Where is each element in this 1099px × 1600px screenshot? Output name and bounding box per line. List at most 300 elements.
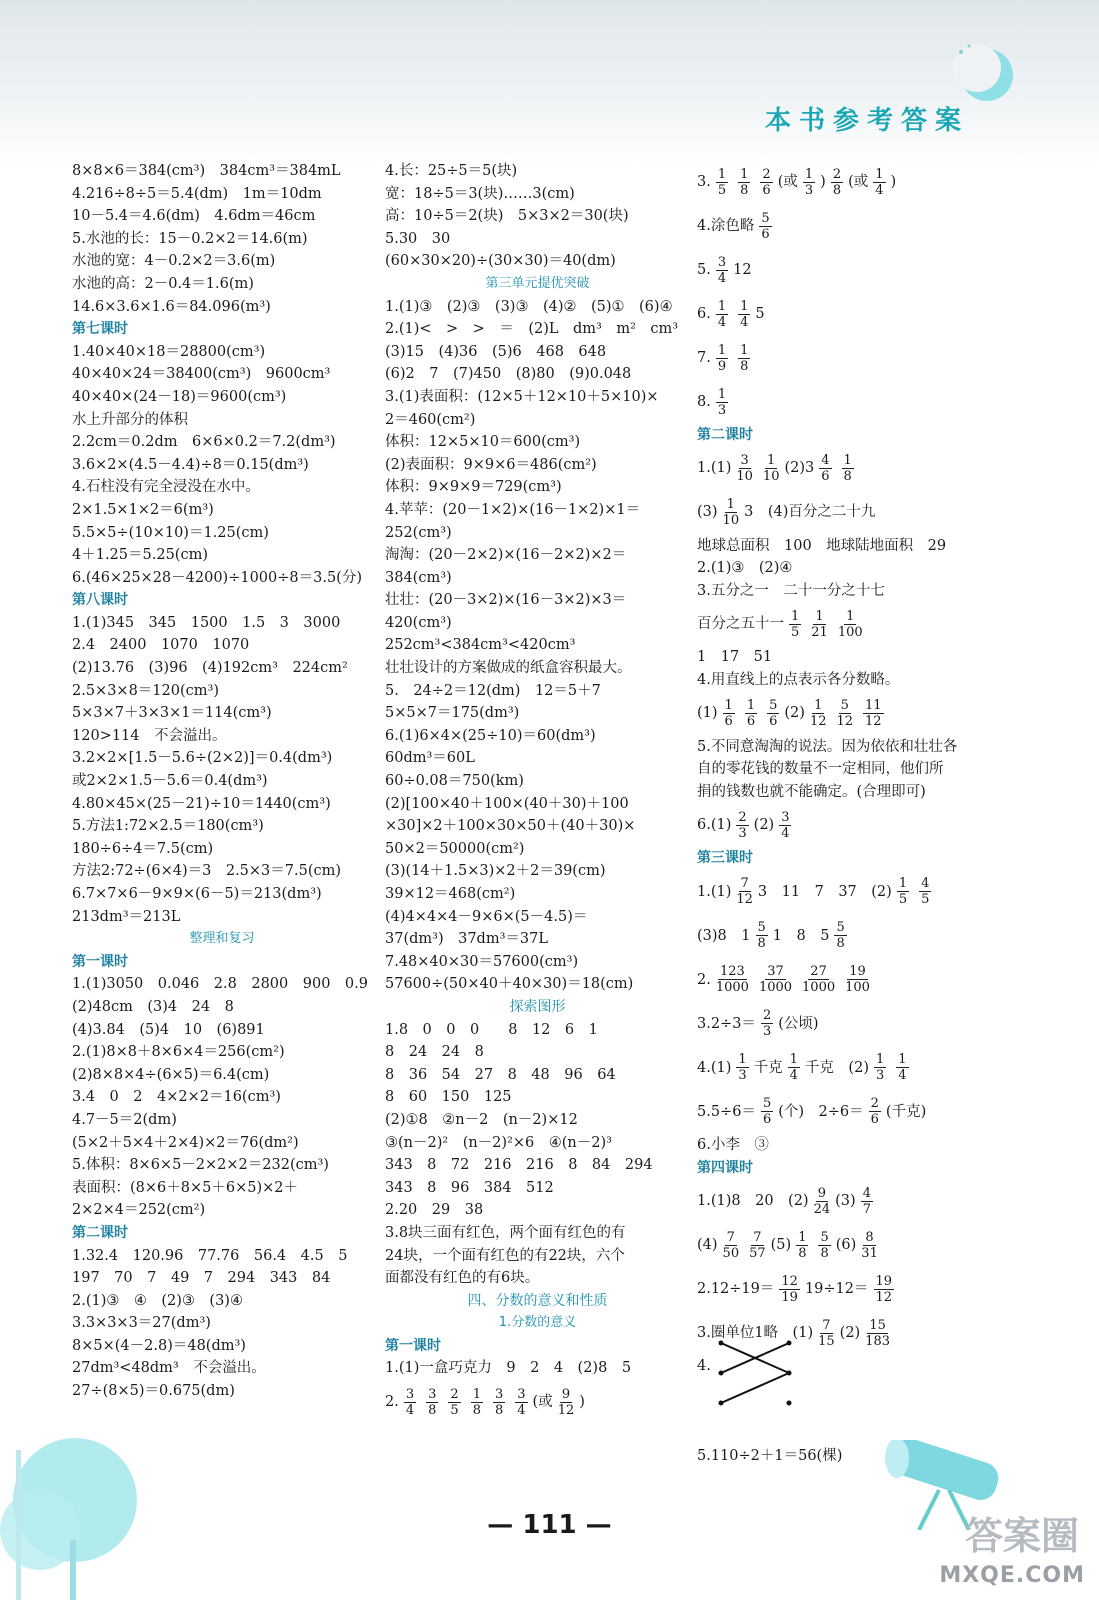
- fraction: [723, 698, 735, 729]
- fraction: [767, 698, 779, 729]
- numerator: 2: [738, 809, 747, 825]
- denominator: 8: [757, 936, 766, 952]
- denominator: 12: [809, 714, 827, 730]
- answer-line: 2.20 29 38: [385, 1202, 484, 1219]
- numerator: 2: [832, 166, 842, 182]
- fraction: [745, 698, 757, 729]
- answer-line: (2)8×8×4÷(6×5)＝6.4(cm): [72, 1066, 270, 1083]
- denominator: 8: [836, 936, 845, 952]
- numerator: 1: [726, 497, 735, 513]
- answer-line: 180÷6÷4＝7.5(cm): [72, 840, 214, 857]
- answer-line: 3.4 0 2 4×2×2＝16(cm³): [72, 1089, 281, 1106]
- fraction: [493, 1387, 505, 1418]
- answer-line: 壮壮设计的方案做成的纸盒容积最大。: [385, 660, 632, 677]
- answer-text: 1 8 5: [772, 927, 830, 944]
- answer-text: 19÷12＝: [804, 1280, 869, 1297]
- answer-line: 384(cm³): [385, 569, 452, 586]
- answer-line: 60dm³＝60L: [385, 750, 475, 767]
- answer-line: 表面积：(8×6＋8×5＋6×5)×2＋: [72, 1179, 298, 1196]
- answer-line: 面都没有红色的有6块。: [385, 1270, 540, 1287]
- fraction-answer-line: [697, 248, 997, 292]
- denominator: 3: [762, 1024, 772, 1040]
- fraction: [865, 1318, 890, 1349]
- answer-line: 捐的钱数也就不能确定。(合理即可): [697, 783, 926, 800]
- answer-line: 5.不同意淘淘的说法。因为依依和壮壮各: [697, 738, 958, 755]
- answer-text: (3): [835, 1192, 856, 1209]
- answer-line: 5.水池的长：15－0.2×2＝14.6(m): [72, 230, 308, 247]
- answer-line: 1 17 51: [697, 649, 773, 666]
- answer-line: 343 8 96 384 512: [385, 1179, 554, 1196]
- answer-line: 252cm³<384cm³<420cm³: [385, 637, 576, 654]
- fraction: [738, 343, 750, 374]
- denominator: 24: [813, 1201, 831, 1217]
- numerator: 7: [740, 876, 749, 892]
- fraction: [803, 167, 815, 198]
- fraction-answer-line: [697, 204, 997, 248]
- numerator: 123: [719, 964, 745, 980]
- answer-line: 2.4 2400 1070 1070: [72, 637, 250, 654]
- denominator: 10: [762, 469, 780, 485]
- fraction-answer-line: [697, 914, 997, 958]
- denominator: 31: [861, 1245, 878, 1261]
- fraction: [874, 1052, 886, 1083]
- denominator: 8: [740, 182, 749, 198]
- numerator: 4: [921, 876, 930, 892]
- numerator: 1: [717, 166, 727, 182]
- answer-text: ): [579, 1393, 585, 1410]
- denominator: 10: [736, 469, 753, 485]
- numerator: 9: [561, 1386, 571, 1402]
- answer-line: ×30]×2＋100×30×50＋(40＋30)×: [385, 818, 636, 835]
- fraction: [736, 810, 748, 841]
- answer-line: 120>114 不会溢出。: [72, 727, 227, 744]
- fraction: [759, 211, 771, 242]
- answer-line: 8×8×6＝384(cm³) 384cm³＝384mL: [72, 163, 341, 179]
- answer-text: (1): [697, 705, 718, 722]
- denominator: 8: [820, 1245, 829, 1261]
- numerator: 1: [740, 342, 749, 358]
- answer-line: (2)①8 ②n－2 (n－2)×12: [385, 1111, 578, 1128]
- answer-text: ): [890, 173, 897, 190]
- denominator: 100: [845, 980, 870, 996]
- denominator: 6: [762, 182, 771, 198]
- numerator: 1: [724, 698, 733, 714]
- section-heading: 第八课时: [72, 592, 128, 609]
- numerator: 7: [753, 1229, 762, 1245]
- answer-line: 5×3×7＋3×3×1＝114(cm³): [72, 705, 272, 722]
- answer-line: 体积：9×9×9＝729(cm³): [385, 479, 562, 496]
- answer-line: 4.长：25÷5＝5(块): [385, 163, 518, 179]
- answer-line: 4.石柱没有完全浸没在水中。: [72, 479, 260, 496]
- fraction: [716, 387, 728, 418]
- answer-line: 宽：18÷5＝3(块)……3(cm): [385, 185, 575, 202]
- answer-line: 5.方法1:72×2.5＝180(cm³): [72, 818, 264, 835]
- denominator: 6: [762, 1112, 772, 1128]
- fraction-answer-line: [697, 1179, 997, 1223]
- answer-text: (或: [777, 173, 798, 190]
- answer-text: 5.: [697, 261, 711, 278]
- denominator: 4: [898, 1068, 907, 1084]
- fraction-answer-line: [697, 1090, 997, 1134]
- denominator: 1000: [758, 980, 793, 996]
- denominator: 5: [450, 1402, 459, 1418]
- answer-text: 7.: [697, 349, 711, 366]
- fraction: [749, 1230, 766, 1261]
- answer-line: 壮壮：(20－3×2)×(16－3×2)×3＝: [385, 592, 627, 609]
- answer-line: 1.(1)一盒巧克力 9 2 4 (2)8 5: [385, 1360, 632, 1377]
- fraction: [873, 167, 885, 198]
- denominator: 12: [836, 714, 854, 730]
- fraction: [802, 964, 835, 995]
- numerator: 1: [898, 876, 908, 892]
- denominator: 4: [789, 1068, 798, 1084]
- answer-text: (或: [532, 1393, 553, 1410]
- denominator: 5: [791, 624, 800, 640]
- denominator: 8: [832, 182, 842, 198]
- denominator: 6: [746, 714, 756, 730]
- denominator: 5: [921, 892, 930, 908]
- fraction-answer-line: [697, 292, 997, 336]
- fraction: [558, 1387, 575, 1418]
- numerator: 1: [875, 1052, 885, 1068]
- numerator: 3: [517, 1386, 526, 1402]
- answer-line: (2)表面积：9×9×6＝486(cm²): [385, 456, 597, 473]
- unit-heading: 第三单元提优突破: [485, 275, 590, 291]
- section-heading: 第三课时: [697, 850, 753, 867]
- fraction: [761, 1008, 773, 1039]
- answer-line: (60×30×20)÷(30×30)＝40(dm): [385, 253, 616, 270]
- answer-line: (4)3.84 (5)4 10 (6)891: [72, 1021, 265, 1038]
- answer-line: 2.(1)③ ④ (2)③ (3)④: [72, 1292, 243, 1309]
- numerator: 1: [798, 1229, 807, 1245]
- denominator: 6: [870, 1112, 879, 1128]
- answer-line: 252(cm³): [385, 524, 452, 541]
- answer-text: (2): [839, 1324, 861, 1341]
- denominator: 7: [862, 1201, 871, 1217]
- fraction: [736, 1052, 748, 1083]
- numerator: 5: [836, 920, 845, 936]
- numerator: 3: [494, 1386, 504, 1402]
- header-background: [0, 0, 1099, 165]
- numerator: 1: [740, 298, 749, 314]
- fraction: [811, 609, 828, 640]
- denominator: 9: [717, 358, 727, 374]
- answer-text: 3 (4)百分之二十九: [744, 504, 876, 521]
- fraction-answer-line: [697, 1267, 997, 1311]
- fraction: [760, 167, 772, 198]
- answer-line: 5.110÷2＋1＝56(棵): [697, 1448, 843, 1465]
- denominator: 15: [818, 1333, 835, 1349]
- matching-lines-figure: [715, 1335, 795, 1410]
- fraction: [763, 453, 780, 484]
- numerator: 1: [767, 453, 776, 469]
- answer-line: 2.(1)③ (2)④: [697, 560, 793, 577]
- denominator: 4: [517, 1402, 526, 1418]
- fraction: [471, 1387, 483, 1418]
- denominator: 57: [749, 1245, 766, 1261]
- numerator: 2: [450, 1386, 459, 1402]
- numerator: 5: [761, 210, 770, 226]
- denominator: 4: [405, 1402, 415, 1418]
- numerator: 8: [865, 1229, 874, 1245]
- answer-column-3: [697, 160, 997, 1468]
- section-heading: 第四课时: [697, 1159, 753, 1176]
- answer-text: (3)8 1: [697, 927, 751, 944]
- answer-text: (或: [848, 173, 869, 190]
- answer-line: 1.(1)③ (2)③ (3)③ (4)② (5)① (6)④: [385, 298, 673, 315]
- answer-line: (2)[100×40＋100×(40＋30)＋100: [385, 795, 629, 812]
- numerator: 3: [405, 1386, 415, 1402]
- denominator: 5: [898, 892, 908, 908]
- answer-line: 213dm³＝213L: [72, 908, 181, 925]
- fraction: [831, 167, 843, 198]
- answer-line: 自的零花钱的数量不一定相同，他们所: [697, 761, 944, 778]
- answer-line: 高：10÷5＝2(块) 5×3×2＝30(块): [385, 208, 629, 225]
- answer-text: 3.: [697, 173, 711, 190]
- numerator: 1: [791, 608, 800, 624]
- numerator: 4: [821, 453, 830, 469]
- fraction: [716, 964, 749, 995]
- numerator: 1: [814, 698, 823, 714]
- numerator: 2: [870, 1096, 879, 1112]
- answer-line: 343 8 72 216 216 8 84 294: [385, 1157, 653, 1174]
- answer-line: 2×2×4＝252(cm²): [72, 1202, 206, 1219]
- answer-text: 3.2÷3＝: [697, 1015, 756, 1032]
- denominator: 8: [494, 1402, 504, 1418]
- denominator: 5: [717, 182, 727, 198]
- numerator: 1: [843, 453, 852, 469]
- answer-line: 水上升部分的体积: [72, 411, 188, 428]
- answer-text: 1.(1): [697, 883, 732, 900]
- answer-line: (3)(14＋1.5×3)×2＋2＝39(cm): [385, 863, 606, 880]
- numerator: 5: [840, 698, 849, 714]
- answer-text: 3 11 7 37 (2): [757, 883, 892, 900]
- numerator: 1: [815, 608, 824, 624]
- answer-line: 4.7－5＝2(dm): [72, 1111, 177, 1128]
- answer-text: ): [820, 173, 826, 190]
- answer-line: 方法2:72÷(6×4)＝3 2.5×3＝7.5(cm): [72, 863, 342, 880]
- answer-text: 2.12÷19＝: [697, 1280, 775, 1297]
- numerator: 3: [428, 1386, 437, 1402]
- fraction: [723, 497, 740, 528]
- denominator: 3: [738, 1068, 747, 1084]
- answer-text: 2.: [385, 1393, 399, 1410]
- section-heading: 第二课时: [72, 1224, 128, 1241]
- answer-line: 4.: [697, 1358, 711, 1375]
- answer-text: 6.: [697, 305, 711, 322]
- fraction-answer-line: [697, 1046, 997, 1090]
- numerator: 27: [810, 964, 827, 980]
- answer-text: (6): [835, 1236, 857, 1253]
- numerator: 1: [789, 1052, 798, 1068]
- denominator: 100: [837, 624, 863, 640]
- fraction: [842, 453, 854, 484]
- numerator: 5: [757, 920, 766, 936]
- numerator: 37: [767, 964, 784, 980]
- denominator: 183: [865, 1333, 891, 1349]
- answer-text: 千克 (2): [804, 1059, 869, 1076]
- fraction: [716, 255, 728, 286]
- fraction-answer-line: [697, 958, 997, 1002]
- fraction: [818, 1230, 830, 1261]
- answer-line: 8 24 24 8: [385, 1044, 484, 1061]
- denominator: 3: [804, 182, 814, 198]
- answer-line: 57600÷(50×40＋40×30)＝18(cm): [385, 976, 634, 993]
- answer-line: 4＋1.25＝5.25(cm): [72, 547, 208, 564]
- answer-text: 5.5÷6＝: [697, 1103, 756, 1120]
- numerator: 1: [804, 166, 814, 182]
- numerator: 1: [846, 608, 855, 624]
- fraction: [788, 1052, 800, 1083]
- denominator: 12: [736, 892, 753, 908]
- answer-line: 水池的宽：4－0.2×2＝3.6(m): [72, 253, 276, 270]
- header-title: 本书参考答案: [764, 106, 969, 136]
- answer-line: 420(cm³): [385, 614, 452, 631]
- answer-line: (5×2＋5×4＋2×4)×2＝76(dm²): [72, 1134, 299, 1151]
- fraction: [515, 1387, 527, 1418]
- answer-text: (个) 2÷6＝: [778, 1103, 864, 1120]
- numerator: 19: [875, 1273, 893, 1289]
- answer-line: 地球总面积 100 地球陆地面积 29: [697, 537, 947, 554]
- denominator: 4: [781, 825, 790, 841]
- answer-line: 4.苹苹：(20－1×2)×(16－1×2)×1＝: [385, 501, 641, 518]
- numerator: 1: [717, 298, 727, 314]
- fraction-answer-line: [697, 1223, 997, 1267]
- numerator: 4: [862, 1185, 871, 1201]
- fraction: [723, 1230, 740, 1261]
- answer-line: 3.(1)表面积：(12×5＋12×10＋5×10)×: [385, 388, 659, 405]
- watermark-logo: 答案圈: [964, 1514, 1079, 1558]
- fraction: [845, 964, 870, 995]
- answer-line: 5. 24÷2＝12(dm) 12＝5＋7: [385, 682, 601, 699]
- fraction: [426, 1387, 438, 1418]
- answer-text: 1.(1)8 20 (2): [697, 1192, 809, 1209]
- watermark-url: MXQE.COM: [939, 1563, 1085, 1588]
- numerator: 1: [898, 1052, 907, 1068]
- fraction: [759, 964, 792, 995]
- answer-line: (6)2 7 (7)450 (8)80 (9)0.048: [385, 366, 632, 383]
- numerator: 3: [781, 809, 790, 825]
- answer-line: 或2×2×1.5－5.6＝0.4(dm³): [72, 773, 268, 790]
- answer-line: 2.2cm＝0.2dm 6×6×0.2＝7.2(dm³): [72, 434, 336, 451]
- denominator: 4: [875, 182, 884, 198]
- fraction: [897, 876, 909, 907]
- numerator: 2: [762, 1008, 772, 1024]
- answer-line: 4.216÷8÷5＝5.4(dm) 1m＝10dm: [72, 185, 322, 202]
- numerator: 9: [817, 1185, 826, 1201]
- denominator: 3: [738, 825, 747, 841]
- fraction: [896, 1052, 908, 1083]
- answer-line: (3)15 (4)36 (5)6 468 648: [385, 343, 607, 360]
- denominator: 10: [722, 513, 740, 529]
- fraction: [869, 1096, 881, 1127]
- fraction-answer-line: [697, 336, 997, 380]
- fraction-answer-line: [697, 1002, 997, 1046]
- answer-line: 60÷0.08＝750(km): [385, 773, 524, 790]
- answer-line: 2.(1)< > > ＝ (2)L dm³ m² cm³: [385, 321, 679, 338]
- answer-line: 1.8 0 0 0 8 12 6 1: [385, 1021, 598, 1038]
- denominator: 6: [821, 469, 830, 485]
- fraction: [836, 698, 853, 729]
- fraction: [761, 1096, 773, 1127]
- numerator: 7: [726, 1229, 735, 1245]
- fraction: [838, 609, 863, 640]
- answer-line: 淘淘：(20－2×2)×(16－2×2)×2＝: [385, 547, 627, 564]
- answer-line: 10－5.4＝4.6(dm) 4.6dm＝46cm: [72, 208, 316, 225]
- answer-line: 197 70 7 49 7 294 343 84: [72, 1270, 331, 1287]
- answer-line: 5.体积：8×6×5－2×2×2＝232(cm³): [72, 1157, 329, 1174]
- answer-line: 6.(1)6×4×(25÷10)＝60(dm³): [385, 727, 596, 744]
- fraction-answer-row: [385, 1380, 690, 1424]
- answer-line: 3.3×3×3＝27(dm³): [72, 1315, 211, 1332]
- answer-text: (千克): [885, 1103, 927, 1120]
- page-number: — 111 —: [487, 1510, 612, 1540]
- answer-text: (公顷): [778, 1015, 819, 1032]
- answer-column-2: [385, 160, 690, 1424]
- answer-line: (2)48cm (3)4 24 8: [72, 998, 234, 1015]
- section-heading: 第二课时: [697, 427, 753, 443]
- fraction-answer-line: [697, 491, 997, 535]
- answer-text: 5: [755, 305, 765, 322]
- numerator: 7: [822, 1317, 831, 1333]
- denominator: 1000: [715, 980, 749, 996]
- fraction: [796, 1230, 808, 1261]
- fraction-answer-line: [697, 692, 997, 736]
- answer-line: 水池的高：2－0.4＝1.6(m): [72, 275, 254, 292]
- denominator: 3: [875, 1068, 885, 1084]
- denominator: 4: [717, 314, 727, 330]
- fraction: [810, 698, 827, 729]
- numerator: 1: [746, 698, 756, 714]
- answer-line: 7.48×40×30＝57600(cm³): [385, 953, 579, 970]
- fraction: [779, 1274, 800, 1305]
- fraction: [818, 1318, 835, 1349]
- fraction: [819, 453, 831, 484]
- numerator: 5: [820, 1229, 829, 1245]
- fraction: [716, 343, 728, 374]
- answer-text: (4): [697, 1236, 718, 1253]
- answer-line: 8×5×(4－2.8)＝48(dm³): [72, 1337, 246, 1354]
- numerator: 15: [869, 1317, 886, 1333]
- denominator: 8: [472, 1402, 481, 1418]
- answer-text: (2): [784, 705, 805, 722]
- section-heading: 第一课时: [72, 953, 128, 970]
- fraction-answer-line: [697, 380, 997, 424]
- answer-text: 4.(1): [697, 1059, 732, 1076]
- answer-line: 2.5×3×8＝120(cm³): [72, 682, 219, 699]
- numerator: 2: [762, 166, 771, 182]
- answer-line: 8 60 150 125: [385, 1089, 512, 1106]
- unit-heading: 探索图形: [509, 998, 566, 1015]
- answer-text: (2)3: [784, 460, 815, 477]
- answer-line: 4.用直线上的点表示各分数略。: [697, 671, 900, 688]
- fraction-answer-line: [697, 870, 997, 914]
- numerator: 5: [762, 1096, 772, 1112]
- answer-text: 8.: [697, 393, 711, 410]
- answer-line: 2＝460(cm²): [385, 411, 476, 428]
- fraction: [716, 167, 728, 198]
- answer-line: 6.7×7×6－9×9×(6－5)＝213(dm³): [72, 886, 322, 902]
- answer-line: 1.(1)3050 0.046 2.8 2800 900 0.9: [72, 976, 368, 993]
- answer-text: (5): [770, 1236, 792, 1253]
- answer-line: 14.6×3.6×1.6＝84.096(m³): [72, 298, 271, 315]
- denominator: 3: [717, 402, 727, 418]
- numerator: 1: [717, 342, 727, 358]
- fraction: [789, 609, 801, 640]
- numerator: 11: [865, 698, 882, 714]
- answer-line: 37(dm³) 37dm³＝37L: [385, 931, 548, 948]
- numerator: 3: [717, 254, 727, 270]
